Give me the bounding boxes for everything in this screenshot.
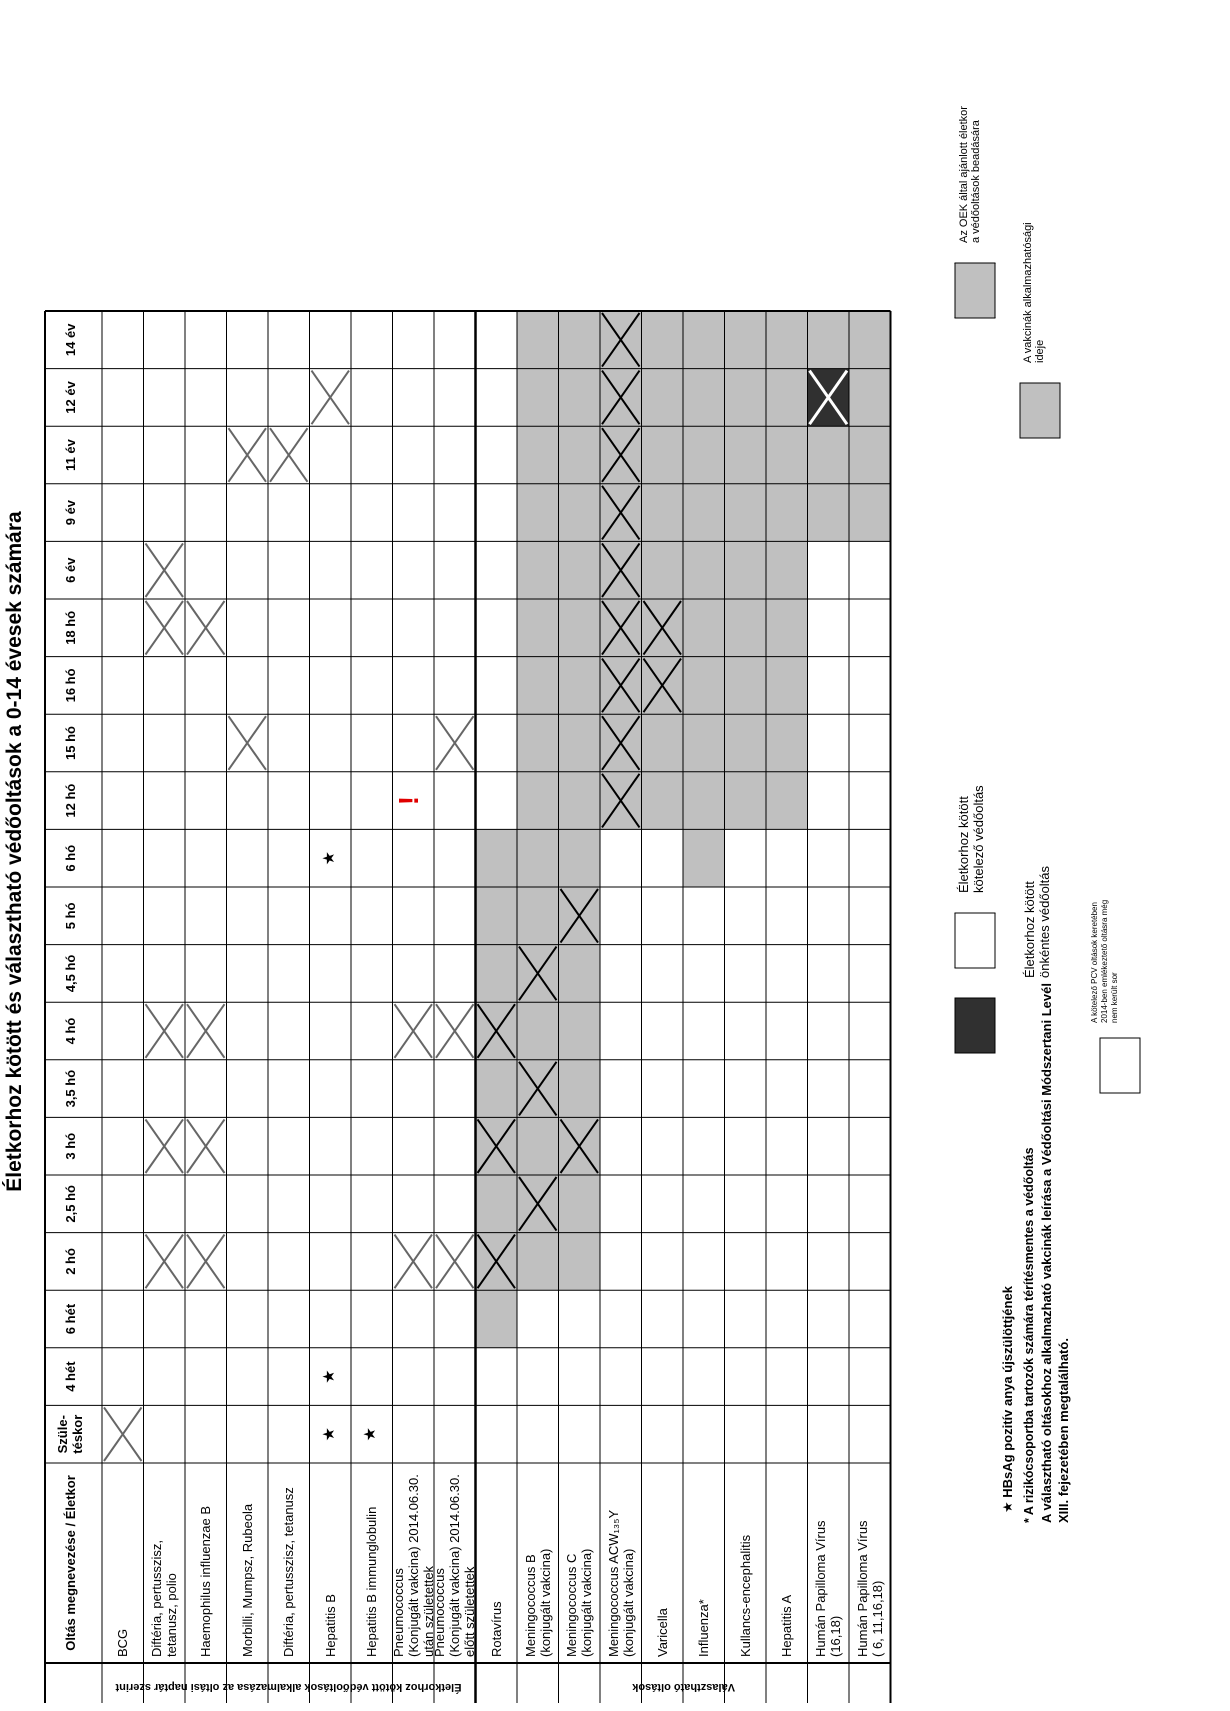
- pcv-exclamation: !: [392, 795, 424, 806]
- row-label-10: Meningococcus B (konjugált vakcina): [522, 1548, 553, 1657]
- row-label-16: Hepatitis A: [779, 1594, 795, 1657]
- header-age-8: 4,5 hó: [63, 954, 78, 993]
- row-label-5: Hepatitis B: [322, 1594, 338, 1657]
- legend-mandatory: Életkorhoz kötött kötelező védőoltás: [956, 785, 986, 893]
- hbsag-star: ★: [362, 1427, 379, 1442]
- header-age-13: 16 hó: [63, 668, 78, 703]
- row-label-13: Varicella: [654, 1608, 670, 1657]
- legend-shade: A vakcinák alkalmazhatósági ideje: [1022, 222, 1046, 363]
- row-label-18: Humán Papilloma Vírus ( 6, 11,16,18): [854, 1520, 885, 1657]
- header-age-5: 3 hó: [63, 1132, 78, 1160]
- header-age-17: 11 év: [63, 439, 78, 471]
- legend-mandatory-icon: [955, 913, 995, 968]
- header-age-1: 4 hét: [63, 1361, 78, 1392]
- row-label-0: BCG: [115, 1628, 131, 1657]
- row-label-1: Diftéria, pertusszisz, tetanusz, polio: [149, 1539, 180, 1657]
- page-title: Életkorhoz kötött és választható védőoltások a 0-14 évesek számára: [3, 511, 26, 1192]
- header-age-2: 6 hét: [63, 1303, 78, 1335]
- header-name-col: Oltás megnevezése / Életkor: [63, 1475, 78, 1651]
- star-footnote-text: HBsAg pozitív anya újszülöttjének: [1000, 1286, 1015, 1498]
- header-age-7: 4 hó: [63, 1017, 78, 1045]
- row-label-9: Rotavírus: [488, 1601, 504, 1657]
- header-age-3: 2 hó: [63, 1248, 78, 1275]
- asterisk-footnote: * A rizikócsoportba tartozók számára térítésmentes a védőoltás: [1022, 1147, 1036, 1523]
- row-label-6: Hepatitis B immunglobulin: [364, 1506, 380, 1657]
- header-age-15: 6 év: [63, 557, 78, 583]
- hbsag-star: ★: [320, 1369, 338, 1384]
- header-age-4: 2,5 hó: [63, 1185, 78, 1223]
- legend-voluntary: Életkorhoz kötött önkéntes védőoltás: [1022, 865, 1052, 978]
- hbsag-star: ★: [320, 1427, 338, 1442]
- legend-voluntary-icon: [955, 998, 995, 1053]
- row-label-4: Diftéria, pertusszisz, tetanusz: [281, 1487, 297, 1657]
- row-label-17: Humán Papilloma Vírus (16,18): [813, 1520, 844, 1657]
- legend-exclaim-icon: [1100, 1038, 1140, 1093]
- header-age-10: 6 hó: [63, 844, 78, 872]
- header-age-19: 14 év: [63, 323, 78, 357]
- header-age-0: Szüle- téskor: [55, 1414, 85, 1454]
- row-label-7: Pneumococcus (Konjugált vakcina) 2014.06.30. után születettek: [390, 1474, 436, 1657]
- legend-exclaim: A kötelező PCV oltások keretében 2014-ben emlékeztető oltásra még nem került sor: [1090, 899, 1119, 1023]
- row-label-3: Morbilli, Mumpsz, Rubeola: [239, 1503, 255, 1657]
- header-age-6: 3,5 hó: [63, 1069, 78, 1108]
- row-label-12: Meningococcus ACW₁₃₅Y (konjugált vakcina): [605, 1509, 636, 1657]
- section-optional-label: Választható oltások: [631, 1681, 735, 1693]
- hbsag-star: ★: [320, 851, 338, 866]
- row-label-8: Pneumococcus (Konjugált vakcina) 2014.06.30. előtt születettek: [432, 1474, 478, 1657]
- legend-shade-icon: [1020, 383, 1060, 438]
- header-age-9: 5 hó: [63, 902, 78, 930]
- bottom-footnote: A választható oltásokhoz alkalmazható vakcinák leírása a Védőoltási Módszertani Levél XIII. fejezetében megtalálható.: [1039, 983, 1071, 1523]
- header-age-14: 18 hó: [63, 610, 78, 645]
- header-age-18: 12 év: [63, 381, 78, 414]
- legend-recommended-icon: [955, 263, 995, 318]
- legend-recommended: Az OEK által ajánlott életkor a védőoltások beadására: [958, 106, 982, 243]
- row-label-11: Meningococcus C (konjugált vakcina): [564, 1548, 595, 1657]
- row-label-14: Influenza*: [696, 1599, 712, 1657]
- header-age-11: 12 hó: [63, 783, 78, 818]
- section-mandatory-label: Életkorhoz kötött védőoltások alkalmazása az oltási naptár szerint: [115, 1681, 462, 1693]
- header-age-12: 15 hó: [63, 726, 78, 760]
- star-footnote: ★ HBsAg pozitív anya újszülöttjének: [1000, 1286, 1015, 1513]
- row-label-15: Kullancs-encephalitis: [737, 1534, 753, 1657]
- header-age-16: 9 év: [63, 499, 78, 526]
- row-label-2: Haemophilus influenzae B: [198, 1505, 214, 1657]
